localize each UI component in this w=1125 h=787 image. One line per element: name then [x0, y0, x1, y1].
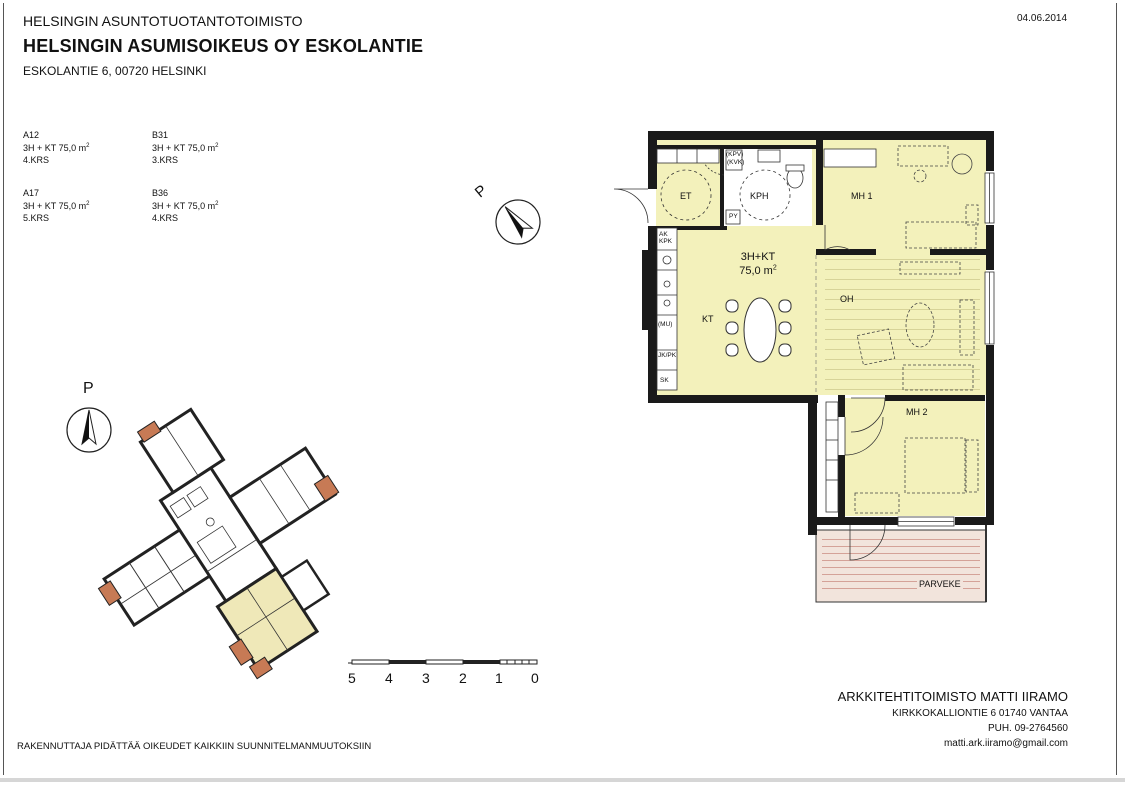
north-arrow-main: [67, 408, 111, 452]
plan-dining-table: [726, 298, 791, 362]
fixture-label-py: PY: [729, 213, 738, 220]
room-label-mh2: MH 2: [906, 407, 928, 417]
room-label-et: ET: [680, 191, 692, 201]
fixture-label-mu: (MU): [658, 321, 673, 328]
architect-name: ARKKITEHTITOIMISTO MATTI IIRAMO: [837, 689, 1068, 704]
apartment-code: A12: [23, 130, 40, 140]
apartment-code: B31: [152, 130, 169, 140]
room-label-kt: KT: [702, 314, 714, 324]
scale-label: 1: [495, 670, 503, 686]
north-label-main: P: [83, 380, 94, 397]
apartment-type: 3H + KT 75,0 $m^2$: [23, 142, 90, 153]
room-label-kph: KPH: [750, 191, 769, 201]
plan-unit-area: 75,0 $m^2$: [739, 264, 777, 277]
apartment-floor: 4.KRS: [152, 213, 179, 223]
architect-phone: PUH. 09-2764560: [987, 723, 1068, 734]
footer-disclaimer: RAKENNUTTAJA PIDÄTTÄÄ OIKEUDET KAIKKIIN SUUNNITELMANMUUTOKSIIN: [17, 741, 372, 752]
room-label-parveke: PARVEKE: [919, 579, 961, 589]
scale-label: 2: [459, 670, 467, 686]
apartment-floor: 3.KRS: [152, 155, 179, 165]
apartment-type: 3H + KT 75,0 $m^2$: [152, 142, 219, 153]
apartment-floor: 4.KRS: [23, 155, 50, 165]
project-title: HELSINGIN ASUMISOIKEUS OY ESKOLANTIE: [23, 36, 424, 56]
floor-plan: [614, 131, 994, 602]
scale-label: 0: [531, 670, 539, 686]
fixture-label-kpv: (KPV): [726, 151, 744, 158]
apartment-code: B36: [152, 188, 169, 198]
room-label-mh1: MH 1: [851, 191, 873, 201]
apartment-type: 3H + KT 75,0 $m^2$: [23, 200, 90, 211]
fixture-label-jkpk: JK/PK: [658, 352, 677, 359]
architect-address: KIRKKOKALLIONTIE 6 01740 VANTAA: [892, 708, 1068, 719]
room-label-oh: OH: [840, 294, 854, 304]
plan-unit-type: 3H+KT: [740, 251, 776, 263]
project-address: ESKOLANTIE 6, 00720 HELSINKI: [23, 64, 207, 78]
scale-label: 5: [348, 670, 356, 686]
drawing-date: 04.06.2014: [1017, 13, 1068, 24]
apartment-type: 3H + KT 75,0 $m^2$: [152, 200, 219, 211]
architect-email[interactable]: matti.ark.iiramo@gmail.com: [943, 738, 1068, 749]
fixture-label-kpk: KPK: [659, 238, 673, 245]
north-arrow-plan: [487, 191, 549, 253]
organization-name: HELSINGIN ASUNTOTUOTANTOTOIMISTO: [23, 13, 303, 29]
fixture-label-sk: SK: [660, 377, 669, 384]
scale-bar: [348, 660, 537, 664]
apartment-code: A17: [23, 188, 40, 198]
fixture-label-kvk: (KVK): [727, 159, 745, 166]
fixture-label-ak: AK: [659, 231, 668, 238]
plan-kitchen-counter: [657, 228, 677, 390]
scale-label: 3: [422, 670, 430, 686]
scale-label: 4: [385, 670, 393, 686]
plan-unit-label: [726, 250, 790, 278]
apartment-floor: 5.KRS: [23, 213, 50, 223]
north-label-plan: P: [471, 181, 491, 202]
